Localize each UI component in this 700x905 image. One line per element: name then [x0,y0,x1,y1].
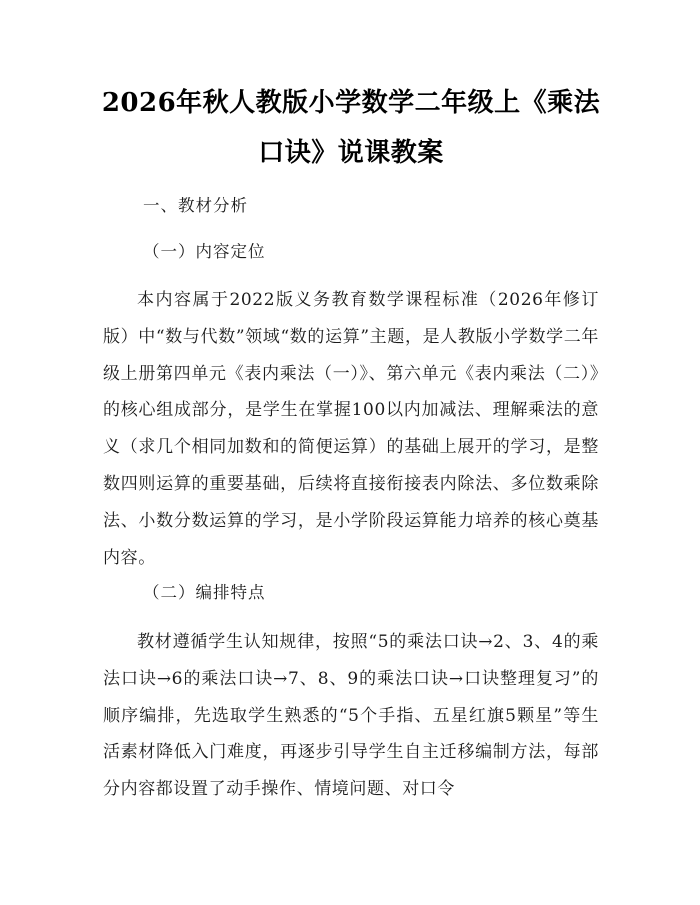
subsection-heading-arrangement-features: （二）编排特点 [143,583,266,602]
paragraph-content-positioning: 本内容属于2022版义务教育数学课程标准（2026年修订版）中“数与代数”领域“数的运算”主题，是人教版小学数学二年级上册第四单元《表内乘法（一）》、第六单元《表内乘法（二）》的核心组成部分，是学生在掌握100以内加减法、理解乘法的意义（求几个相同加数和的简便运算）的基础上展开的学习，是整数四则运算的重要基础，后续将直接衔接表内除法、多位数乘除法、小数分数运算的学习，是小学阶段运算能力培养的核心奠基内容。 [103,290,599,568]
section-heading-teaching-material-analysis: 一、教材分析 [143,196,248,215]
paragraph-arrangement-features: 教材遵循学生认知规律，按照“5的乘法口诀→2、3、4的乘法口诀→6的乘法口诀→7、8、9的乘法口诀→口诀整理复习”的顺序编排，先选取学生熟悉的“5个手指、五星红旗5颗星”等生活素材降低入门难度，再逐步引导学生自主迁移编制方法，每部分内容都设置了动手操作、情境问题、对口令 [103,632,599,800]
subsection-heading-content-positioning: （一）内容定位 [143,242,266,261]
document-title: 2026年秋人教版小学数学二年级上《乘法口诀》说课教案 [101,88,601,168]
